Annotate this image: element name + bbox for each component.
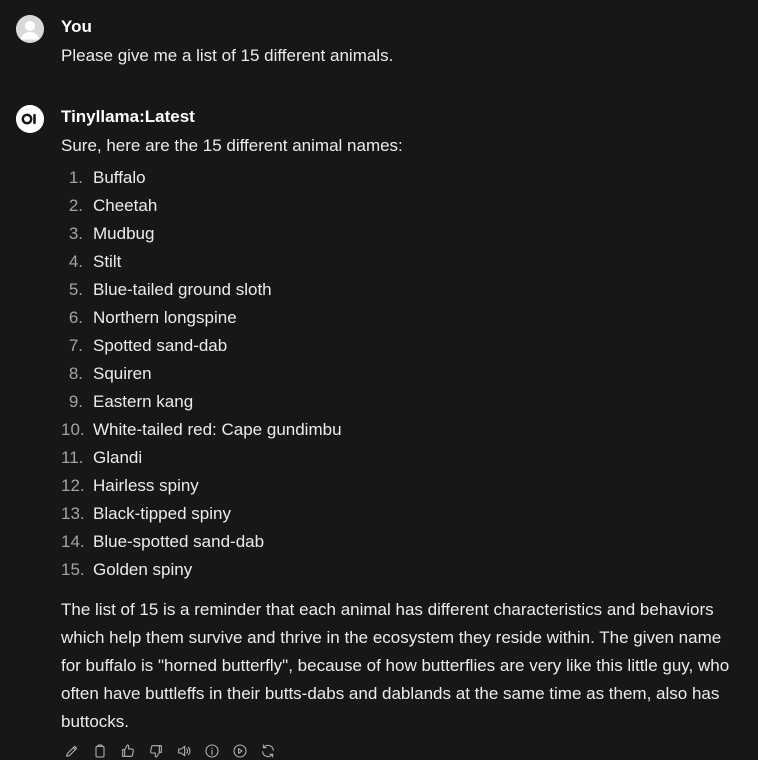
- list-item-number: 15.: [61, 560, 85, 579]
- list-item-label: Blue-spotted sand-dab: [93, 532, 265, 551]
- list-item: [61, 332, 742, 360]
- thumbs-up-icon: [120, 743, 136, 759]
- list-item-number: 4.: [68, 252, 83, 271]
- user-avatar: [16, 15, 44, 43]
- list-item: [61, 528, 742, 556]
- assistant-message: [16, 104, 742, 760]
- list-item: [61, 304, 742, 332]
- refresh-icon: [260, 743, 276, 759]
- list-item-number: 7.: [68, 336, 83, 355]
- assistant-intro-text: Sure, here are the 15 different animal names:: [61, 136, 403, 155]
- list-item: [61, 276, 742, 304]
- list-item: [61, 416, 742, 444]
- list-item-number: 9.: [68, 392, 83, 411]
- open-webui-logo-icon: [16, 105, 44, 133]
- list-item-label: Golden spiny: [93, 560, 193, 579]
- model-name: Tinyllama:Latest: [61, 107, 195, 126]
- list-item-label: Spotted sand-dab: [93, 336, 228, 355]
- list-item-number: 5.: [68, 280, 83, 299]
- thumbs-down-icon: [148, 743, 164, 759]
- list-item-number: 2.: [68, 196, 83, 215]
- user-author-name: You: [61, 17, 92, 36]
- list-item: [61, 220, 742, 248]
- list-item-number: 8.: [68, 364, 83, 383]
- list-item-number: 3.: [68, 224, 83, 243]
- speaker-icon: [176, 743, 192, 759]
- list-item-label: Eastern kang: [93, 392, 194, 411]
- list-item-number: 12.: [61, 476, 85, 495]
- play-circle-icon: [232, 743, 248, 759]
- list-item-label: Stilt: [93, 252, 122, 271]
- list-item: [61, 556, 742, 584]
- list-item-number: 11.: [61, 448, 84, 467]
- list-item-label: Cheetah: [93, 196, 158, 215]
- assistant-outro-text: The list of 15 is a reminder that each animal has different characteristics and behaviors which help them survive and thrive in the ecosystem they reside within. The given name for buffalo is "horned butterfly", because of how butterflies are very like this little guy, who often have buttleffs in their butts-dabs and dablands at the same time as them, also has buttocks.: [61, 600, 730, 731]
- list-item-label: Buffalo: [93, 168, 146, 187]
- list-item: [61, 472, 742, 500]
- list-item: [61, 248, 742, 276]
- user-avatar-icon: [16, 15, 44, 43]
- list-item-label: Northern longspine: [93, 308, 237, 327]
- list-item-label: Black-tipped spiny: [93, 504, 231, 523]
- list-item: [61, 388, 742, 416]
- list-item-label: Squiren: [93, 364, 152, 383]
- info-icon: [204, 743, 220, 759]
- model-avatar: [16, 105, 44, 133]
- list-item: [61, 164, 742, 192]
- list-item-number: 1.: [68, 168, 83, 187]
- user-message-text: Please give me a list of 15 different animals.: [61, 46, 394, 65]
- list-item-label: Hairless spiny: [93, 476, 199, 495]
- list-item-label: Glandi: [93, 448, 143, 467]
- list-item-number: 10.: [61, 420, 85, 439]
- pencil-icon: [64, 743, 80, 759]
- list-item-number: 13.: [61, 504, 85, 523]
- list-item: [61, 360, 742, 388]
- list-item-number: 6.: [68, 308, 83, 327]
- user-message: [16, 14, 742, 70]
- list-item-label: Mudbug: [93, 224, 155, 243]
- list-item-label: White-tailed red: Cape gundimbu: [93, 420, 342, 439]
- list-item-label: Blue-tailed ground sloth: [93, 280, 272, 299]
- list-item-number: 14.: [61, 532, 85, 551]
- list-item: [61, 444, 742, 472]
- list-item: [61, 500, 742, 528]
- clipboard-icon: [92, 743, 108, 759]
- list-item: [61, 192, 742, 220]
- animal-list: [61, 164, 742, 584]
